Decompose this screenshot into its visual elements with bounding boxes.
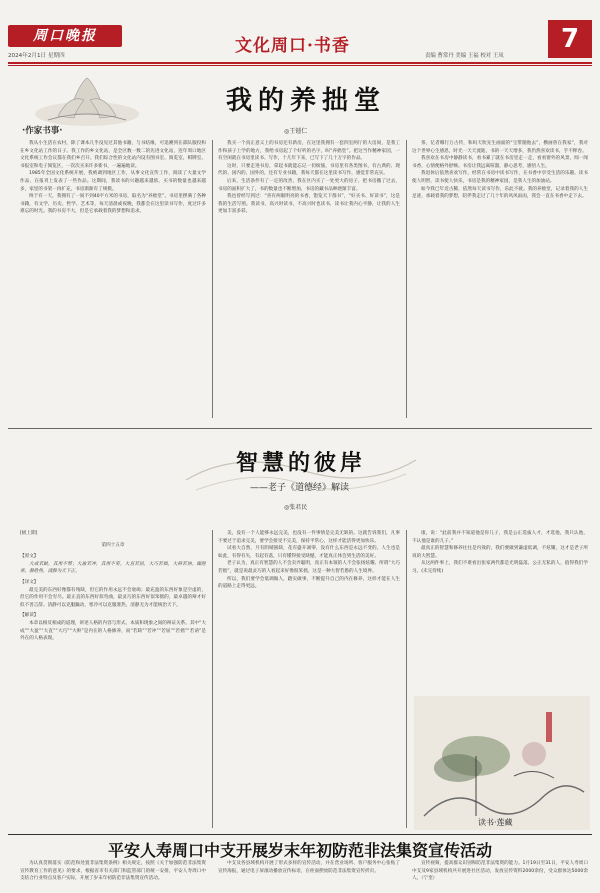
article-paragraph: 【译文】 <box>20 579 39 585</box>
article-paragraph: 所以，我们要学会低调做人，踏实做事，不断提升自己的内在修养，这样才能在人生的道路上走得更远。 <box>218 576 400 590</box>
article-column <box>412 860 588 893</box>
section-divider <box>8 834 592 835</box>
article-column <box>218 140 400 420</box>
article-paragraph: 康，说：“此前我并不知道他是你儿子，我是公正选拔人才，才选他，我只认他，不认他是谁的儿子。” <box>412 531 588 544</box>
column-divider <box>212 530 213 828</box>
masthead-rule-thin <box>8 65 592 66</box>
article-paragraph: 我也曾经写到过：“喜有两眼明亮的书香，饱览天下群书”，“好买书、好读书”，这是我的生活写照。我读书，高兴时读书，不高兴时也读书，读书让我内心平静，让我的人生更加丰富多彩。 <box>218 194 400 215</box>
article-paragraph: 本章以相反相成的道理，讲述人格的内容与形式、本质和现象之间的辩证关系。其中“大成”“大盈”“大直”“大巧”“大辩”是内在的人格修养，而“若缺”“若冲”“若屈”“若拙”“若讷”是外在的人格表现。 <box>20 620 206 642</box>
news-headline: 平安人寿周口中支开展岁末年初防范非法集资宣传活动 <box>107 841 492 860</box>
column-divider <box>406 530 407 828</box>
article-paragraph: 老子认为，真正有智慧的人不会卖弄聪明，真正有本领的人不会张扬炫耀。所谓“大巧若拙”，就是说最灵巧的人看起来好像很笨拙，这是一种大智若愚的人生境界。 <box>218 561 400 574</box>
illustration-caption: 读书·莲藏 <box>478 818 513 827</box>
article-paragraph: 为认真贯彻落实《防范和处置非法集资条例》相关规定，按照《关于加强防范非法集资宣传教育工作的意见》的要求，根据省市有关部门和监管部门的统一安排，平安人寿周口中支结合行业特点及客户实际，开展了岁末年初防范非法集资宣传活动。 <box>20 861 206 882</box>
article-paragraph: 宣传视频，提高群众识别和防范非法集资的能力。1月19日至31日，平安人寿周口中支及9家县域机构共开展进社区活动，发放宣传资料2000余份，受众群体达5000余人。（宁奎） <box>412 861 588 882</box>
article-column <box>412 140 588 420</box>
newspaper-logo: 周口晚报 <box>8 25 122 47</box>
column-divider <box>406 140 407 418</box>
issue-date: 2024年2月1日 星期四 <box>8 53 65 59</box>
article-paragraph: 大成若缺，其用不弊；大盈若冲，其用不穷。大直若屈，大巧若拙，大辩若讷。躁胜寒，静胜热，清静为天下正。 <box>20 561 206 575</box>
article-paragraph: 后来，生活条件有了一定的改善，我在区内买了一处更大的房子，把书房搬了过去，书房的面积扩大了，书的数量也不断增加，书房的藏书品种逐渐丰富。 <box>218 178 400 192</box>
article-paragraph: 如今我已年近古稀，依然每天读书写作，乐此不疲。我的养拙堂，记录着我的人生足迹，承载着我的梦想，陪伴我走过了几十年的风风雨雨，我会一直在书香中走下去。 <box>412 186 588 200</box>
article-column <box>20 140 206 420</box>
article-paragraph: 1985年全国文化系统开展，我被调到地区工作，从事文化宣传工作，阅读了大量文学作品，在报刊上发表了一些作品。这期间，我读书的兴趣越来越浓，买书的数量也越来越多，家里的书架一再扩充，书房渐渐有了规模。 <box>20 171 206 192</box>
article-paragraph: 中支及各县域机构开展了形式多样的宣传活动，并在营业场所、客户服务中心张贴了宣传海报，通过电子屏滚动播放宣传标语，在柜面摆放防范非法集资宣传折页。 <box>218 861 400 874</box>
article-title: 智慧的彼岸 <box>236 450 367 476</box>
article-paragraph: 试看大自然，月有阴晴圆缺，花有盛开凋零，没有什么东西是永远不变的。人生也是如此，有得有失，有起有落，只有懂得接受缺憾，才能真正体会到生活的美好。 <box>218 546 400 559</box>
decorative-lotus-icon <box>28 70 146 132</box>
section-divider <box>8 428 592 429</box>
article-column <box>20 530 206 830</box>
article-byline: ◎王锺仁 <box>284 128 308 135</box>
article-paragraph: 茶，亿者哪行万古传，和吗天吹先生画面的“宝带随他去”，横画曾在我家”，我对这个世界心生感恩，时光一天天流逝，书的一天天增多，我仍然喜欢读书，手不释卷。 <box>412 141 588 154</box>
article-subtitle: ——老子《道德经》解读 <box>250 483 350 493</box>
column-divider <box>212 140 213 418</box>
article-column <box>218 530 400 830</box>
ink-painting-illustration <box>414 696 590 830</box>
article-paragraph: [极上期] <box>20 531 38 536</box>
article-column <box>218 860 400 893</box>
article-column <box>412 530 588 692</box>
article-paragraph: 【原文】 <box>20 554 39 560</box>
chapter-heading: 第四十五章 <box>101 542 125 548</box>
article-paragraph: 【解读】 <box>20 613 39 619</box>
article-paragraph: 美，没有一个人能够永远完美，也没有一件事情是完美无缺的。这就告诉我们，凡事不要过于追求完美，要学会接受不完美，保持平常心，这样才能活得更加快乐。 <box>218 531 400 544</box>
article-paragraph: 从这两件事上，我们不难看出张家两代都是光明磊落、公正无私的人，值得我们学习。(未完待续) <box>412 561 588 574</box>
masthead-rule <box>8 62 592 64</box>
article-paragraph: 终于有一天，我拥有了一间不到40平方米的书房，取名为“养拙堂”。书房里摆满了各种书籍，有文学、历史、哲学、艺术等，每天清晨或夜晚，我都会在这里读书写作，度过许多难忘的时光。我的书房不大，但是它承载着我的梦想和追求。 <box>20 194 206 215</box>
page-number: 7 <box>548 20 592 58</box>
article-paragraph: 我买一个真正意义上的书房还有新房，在这里我拥有一套四室两厅的大房间，是我工作和孩子上学的地方，我给书房起了个好听的名字，叫“养拙堂”。把这当作精神家园，一有空闲就在书房里读书、写作，十几年下来，已写下了几十万字的作品。 <box>218 141 400 162</box>
article-paragraph: 最真正的智慧和修养往往是内敛的，我们要做到谦虚低调，不炫耀，这才是老子所说的大智慧。 <box>412 546 588 559</box>
article-paragraph: 我从小生活在农村，除了课本几乎没见过其他书籍，与书结缘，可追溯到在部队服役和在乡文化站工作的日子。我工作的乡文化站，是全区数一数二的先进文化站，连年周口地区文化系统工作会议都在我们乡召开。我们综合性的文化站内设有图书室、阅览室、棋牌室、书报室和电子阅览区，一次次买来许多新书，一遍遍地读。 <box>20 141 206 169</box>
article-paragraph: 我喜欢在书房中静静读书，看书累了就在书房里走一走，看看窗外的风景，闻一闻书香，心情便格外舒畅。书房让我远离喧嚣，静心思考，感悟人生。 <box>412 156 588 169</box>
section-title: 文化周口·书香 <box>235 36 350 56</box>
editor-credits: 责编 曹常丹 美编 王福 校对 王凤 <box>425 53 504 59</box>
article-title: 我的养拙堂 <box>226 86 387 116</box>
article-paragraph: 最完美的东西好像都有残缺，但它的作用永远不会衰竭；最充盈的东西好象是空虚的，但它的作用不会穷尽。最正直的东西好似弯曲，最灵巧的东西好似笨拙的，最卓越的辩才好似不善言辞。清静可以克服躁动，寒冷可以克服暑热，清静无为才能统治天下。 <box>20 587 206 608</box>
article-paragraph: 这时，只要走进书房，拿起书就能忘记一切烦恼，书房里有各类图书，有古典的、现代的、国内的、国外的，还有专业书籍，我每天都在这里读书写作，感觉非常充实。 <box>218 163 400 177</box>
article-paragraph: 我退休后依然喜欢写作，经常在书房中读书写作，在书香中享受生活的乐趣。读书使人明智，读书使人快乐，书房是我的精神家园，是我人生的加油站。 <box>412 171 588 184</box>
column-label: ·作家书事· <box>22 126 63 136</box>
article-byline: ◎张君民 <box>284 504 308 511</box>
article-column <box>20 860 206 893</box>
